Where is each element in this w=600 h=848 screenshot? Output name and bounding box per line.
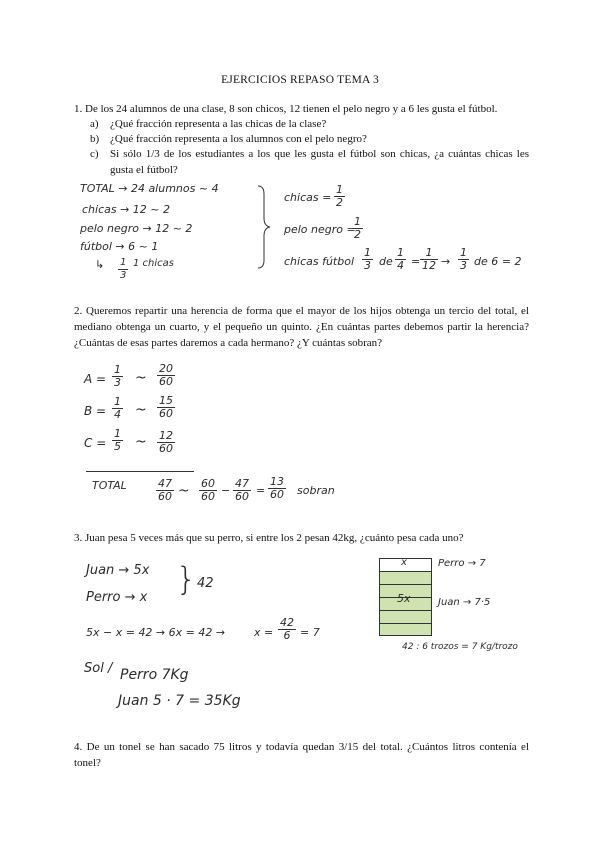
q1-pelo-fraction: $\frac{1}{2}$	[354, 215, 361, 241]
q1-pelo-label: pelo negro =	[284, 223, 356, 236]
q1-item-a: ¿Qué fracción representa a las chicas de la clase?	[110, 118, 327, 130]
q1-note-futbol: fútbol → 6 ~ 1	[80, 240, 159, 253]
q2-row-b-frac: $\frac{1}{4}$	[114, 395, 121, 421]
q2-row-a-frac: $\frac{1}{3}$	[114, 363, 121, 389]
q1-note-total: TOTAL → 24 alumnos ~ 4	[80, 182, 219, 195]
q2-row-a-label: A =	[84, 372, 107, 386]
q1-chicas-label: chicas =	[284, 191, 332, 204]
q1-frac-2: $\frac{1}{4}$	[397, 246, 404, 272]
q1-arrow: →	[441, 255, 451, 268]
q1-marker-a: a)	[90, 118, 99, 130]
q1-chicas-fraction: $\frac{1}{2}$	[336, 183, 343, 209]
q1-note-hook: 1 chicas	[133, 258, 174, 269]
q1-frac-1: $\frac{1}{3}$	[364, 246, 371, 272]
q1-de: de	[379, 255, 393, 268]
q3-box-juan: Juan → 7·5	[438, 597, 491, 608]
q3-bar-top-segment: x	[380, 559, 431, 572]
q3-sol-perro: Perro 7Kg	[120, 667, 189, 683]
q2-row-b-equiv: $\frac{15}{60}$	[159, 394, 173, 420]
q2-row-a-equiv: $\frac{20}{60}$	[159, 362, 173, 388]
q1-marker-b: b)	[90, 133, 100, 145]
q1-item-c: Si sólo 1/3 de los estudiantes a los que les gusta el fútbol son chicas, ¿a cuántas chicas les gusta el fútbol?	[110, 148, 529, 176]
q1-note-chicas: chicas → 12 ~ 2	[82, 203, 171, 216]
q1-note-hook-arrow: ↳	[95, 258, 105, 271]
q2-total-tilde: ~	[178, 483, 190, 499]
question-2-text: 2. Queremos repartir una herencia de forma que el mayor de los hijos obtenga un tercio del total, el mediano obtenga un cuarto, y el pequeño un quinto. ¿En cuántas partes debemos partir la herencia? ¿Cuántas de esas partes daremos a cada hermano? ¿Y cuántas sobran?	[74, 305, 529, 349]
question-3-text: 3. Juan pesa 5 veces más que su perro, si entre los 2 pesan 42kg, ¿cuánto pesa cada uno?	[74, 532, 464, 544]
q2-row-c-frac: $\frac{1}{5}$	[114, 427, 121, 453]
q2-row-a-tilde: ~	[135, 370, 147, 386]
q2-total-frac: $\frac{47}{60}$	[158, 477, 172, 503]
q3-juan: Juan → 5x	[86, 563, 150, 578]
q1-result: de 6 = 2	[474, 255, 522, 268]
q3-sol-juan: Juan 5 · 7 = 35Kg	[118, 693, 241, 709]
q2-t1-frac: $\frac{60}{60}$	[201, 477, 215, 503]
question-4-text: 4. De un tonel se han sacado 75 litros y todavía quedan 3/15 del total. ¿Cuántos litros contenía el tonel?	[74, 741, 529, 769]
q2-eq: =	[256, 484, 266, 497]
q3-brace: }	[176, 560, 197, 598]
q3-sol-label: Sol /	[84, 661, 113, 676]
q2-row-b-tilde: ~	[135, 402, 147, 418]
q1-futbol-label: chicas fútbol	[284, 255, 355, 268]
q2-sobran: sobran	[297, 484, 335, 497]
question-1-text: 1. De los 24 alumnos de una clase, 8 son chicos, 12 tienen el pelo negro y a 6 les gusta el fútbol.	[74, 103, 498, 115]
q1-frac-4: $\frac{1}{3}$	[460, 246, 467, 272]
q3-equation: 5x − x = 42 → 6x = 42 →	[86, 626, 226, 639]
q2-t2-frac: $\frac{47}{60}$	[235, 477, 249, 503]
q2-row-c-label: C =	[84, 436, 107, 450]
q3-box-caption: 42 : 6 trozos = 7 Kg/trozo	[402, 642, 518, 652]
q3-sum: 42	[197, 576, 214, 591]
page-title: EJERCICIOS REPASO TEMA 3	[221, 74, 379, 86]
q3-box-perro: Perro → 7	[438, 558, 486, 569]
q1-frac-3: $\frac{1}{12}$	[422, 246, 436, 272]
q1-marker-c: c)	[90, 148, 99, 160]
q2-row-c-tilde: ~	[135, 434, 147, 450]
q2-row-b-label: B =	[84, 404, 107, 418]
q1-eq: =	[411, 255, 421, 268]
q2-minus: −	[221, 484, 231, 497]
q1-brace-stroke	[258, 186, 270, 268]
q3-eq-result: = 7	[300, 626, 320, 639]
q3-eq-x: x =	[254, 626, 274, 639]
q3-perro: Perro → x	[86, 590, 148, 605]
q2-row-c-equiv: $\frac{12}{60}$	[159, 429, 173, 455]
q1-item-b: ¿Qué fracción representa a los alumnos con el pelo negro?	[110, 133, 367, 145]
q3-bar-segment: 5x	[380, 598, 431, 611]
q2-t3-frac: $\frac{13}{60}$	[270, 475, 284, 501]
q3-eq-frac: $\frac{42}{6}$	[280, 616, 294, 642]
q1-note-pelo: pelo negro → 12 ~ 2	[80, 222, 193, 235]
q1-hook-fraction: $\frac{1}{3}$	[120, 257, 127, 281]
q2-total-label: TOTAL	[92, 479, 127, 492]
